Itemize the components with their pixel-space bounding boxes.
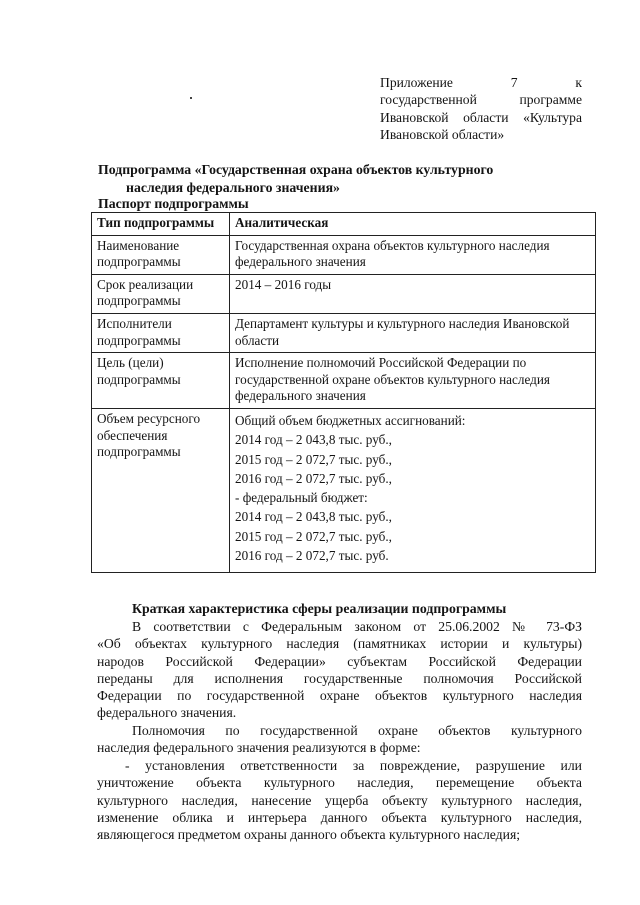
type-value: Аналитическая [230,213,596,236]
paragraph-3 [97,757,582,843]
funding-value [230,408,596,572]
passport-table [91,212,596,573]
executors-label: Исполнители подпрограммы [92,313,230,352]
type-label: Тип подпрограммы [92,213,230,236]
paragraph-1 [97,618,582,722]
table-row [92,235,596,274]
paragraph-line: уничтожение объекта культурного наследия, перемещение объекта [97,775,582,791]
funding-line: 2016 год – 2 072,7 тыс. руб., [235,470,392,486]
table-row [92,353,596,409]
funding-line: 2015 год – 2 072,7 тыс. руб., [235,528,392,544]
paragraph-line: «Об объектах культурного наследия (памятниках истории и культуры) [97,636,582,652]
goal-label: Цель (цели) подпрограммы [92,353,230,409]
appendix-note [380,74,582,143]
paragraph-line: - установления ответственности за повреждение, разрушение или [125,758,582,773]
subprogram-title-line1: Подпрограмма «Государственная охрана объектов культурного [98,162,494,177]
table-row [92,313,596,352]
paragraph-line: являющегося предметом охраны данного объекта культурного наследия; [97,827,521,843]
subprogram-title-line2: наследия федерального значения» [126,179,340,195]
term-label: Срок реализации подпрограммы [92,274,230,313]
paragraph-line: переданы для исполнения государственные полномочия Российской [97,670,582,686]
goal-value: Исполнение полномочий Российской Федерации по государственной охране объектов культурного наследия федерального значения [230,353,596,409]
funding-line: 2014 год – 2 043,8 тыс. руб., [235,432,392,448]
funding-line: 2014 год – 2 043,8 тыс. руб., [235,509,392,525]
passport-title: Паспорт подпрограммы [98,196,249,211]
appendix-line: Ивановской области» [380,126,505,142]
funding-line: - федеральный бюджет: [235,490,368,506]
paragraph-line: народов Российской Федерации» субъектам Российской Федерации [97,653,582,669]
summary-title: Краткая характеристика сферы реализации подпрограммы [132,601,507,616]
name-value: Государственная охрана объектов культурного наследия федерального значения [230,235,596,274]
appendix-line: Приложение 7 к [380,75,582,90]
funding-line: Общий объем бюджетных ассигнований: [235,412,466,428]
paragraph-line: культурного наследия, нанесение ущерба объекту культурного наследия, [97,792,582,808]
funding-line: 2016 год – 2 072,7 тыс. руб. [235,548,389,564]
executors-value: Департамент культуры и культурного наследия Ивановской области [230,313,596,352]
paragraph-line: Федерации по государственной охране объектов культурного наследия [97,688,582,704]
term-value: 2014 – 2016 годы [230,274,596,313]
subprogram-title [98,161,493,196]
table-row [92,274,596,313]
paragraph-line: федерального значения. [97,705,237,721]
paragraph-line: В соответствии с Федеральным законом от 25.06.2002 № 73-ФЗ [132,619,582,634]
appendix-line: государственной программе [380,92,582,108]
funding-line: 2015 год – 2 072,7 тыс. руб., [235,451,392,467]
table-row [92,213,596,236]
appendix-line: Ивановской области «Культура [380,109,582,125]
paragraph-line: изменение облика и интерьера данного объекта культурного наследия, [97,809,582,825]
name-label: Наименование подпрограммы [92,235,230,274]
funding-label: Объем ресурсного обеспечения подпрограммы [92,408,230,572]
scan-speck [190,97,192,99]
paragraph-2 [97,722,582,757]
paragraph-line: Полномочия по государственной охране объектов культурного [132,723,582,738]
table-row [92,408,596,572]
paragraph-line: наследия федерального значения реализуются в форме: [97,740,421,756]
